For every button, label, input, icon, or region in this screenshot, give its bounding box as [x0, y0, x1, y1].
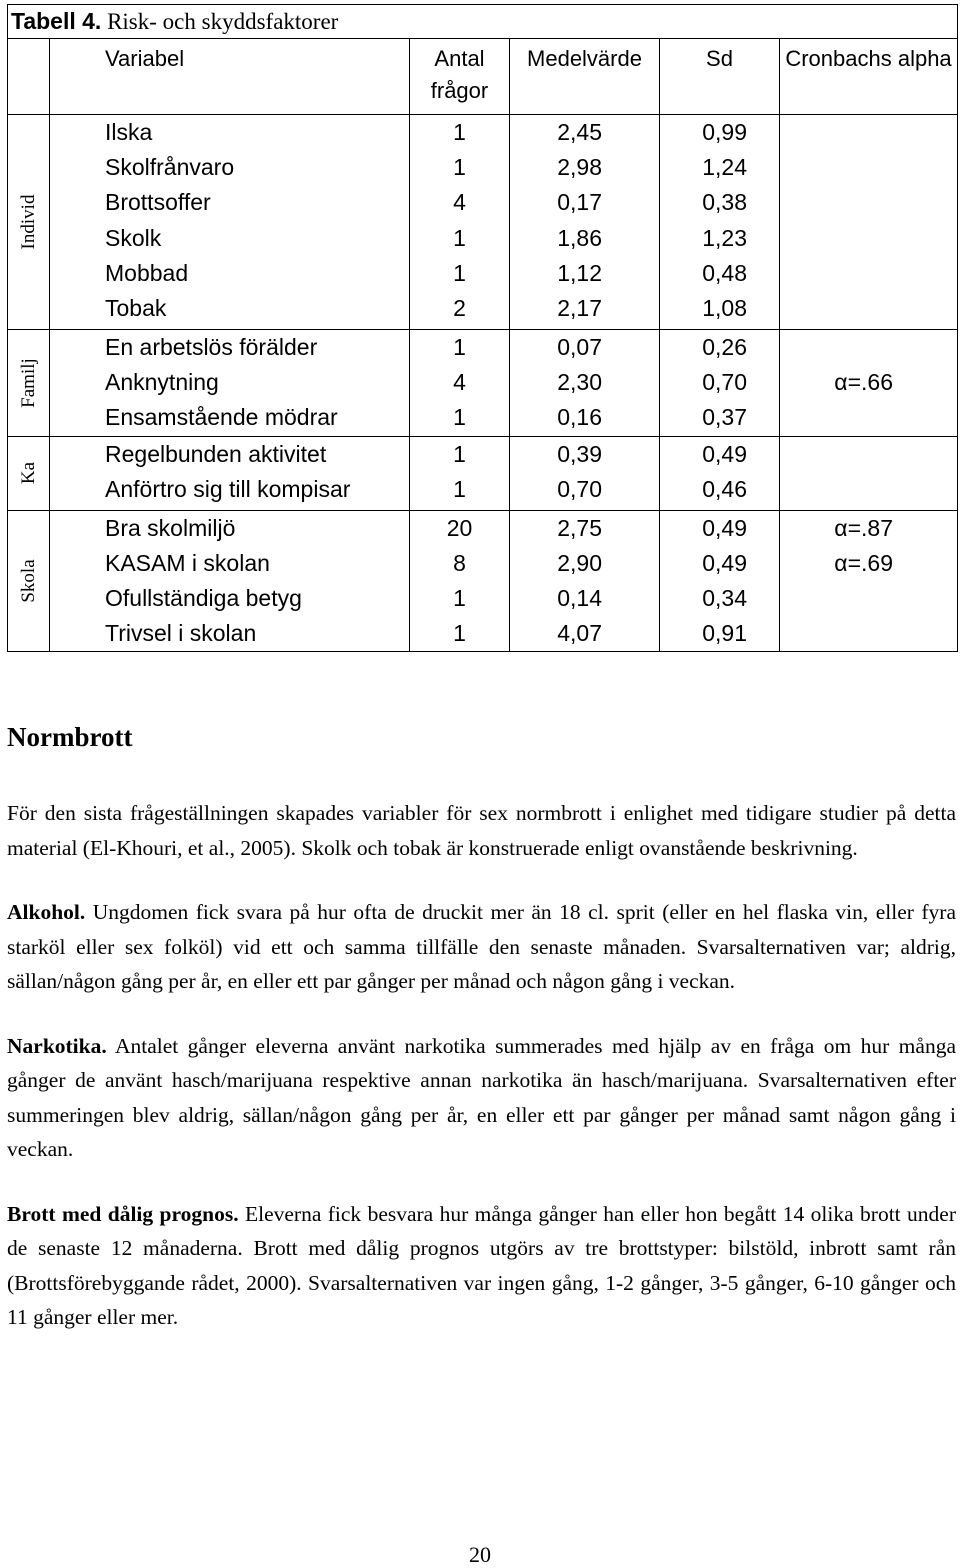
cell-mean: 2,17 — [557, 294, 602, 321]
column-cell-sd — [660, 115, 780, 330]
cell-variable: Tobak — [105, 294, 167, 321]
paragraph — [7, 895, 956, 999]
cell-mean: 2,98 — [557, 154, 602, 181]
column-cell-variable — [50, 115, 410, 330]
cell-count: 1 — [453, 404, 466, 431]
cell-variable: KASAM i skolan — [105, 549, 270, 576]
cell-variable: Anförtro sig till kompisar — [105, 475, 351, 502]
cell-sd: 0,38 — [702, 189, 747, 216]
cell-variable: Ilska — [105, 119, 153, 145]
cell-count: 2 — [453, 294, 466, 321]
header-alpha: Cronbachs alpha — [780, 39, 958, 115]
cell-alpha: α=.69 — [834, 549, 893, 576]
cell-sd: 0,91 — [702, 620, 747, 647]
group-label-cell — [8, 115, 50, 330]
cell-variable: Skolfrånvaro — [105, 154, 235, 181]
column-cell-alpha — [780, 115, 958, 330]
cell-alpha: α=.87 — [834, 514, 893, 541]
paragraph — [7, 796, 956, 865]
cell-mean: 0,14 — [557, 584, 602, 611]
column-cell-count — [410, 436, 510, 510]
table-group-row — [8, 330, 958, 437]
cell-variable: Anknytning — [105, 369, 219, 396]
cell-alpha — [780, 256, 957, 291]
column-cell-variable — [50, 510, 410, 652]
column-cell-sd — [660, 330, 780, 437]
cell-mean: 1,86 — [557, 224, 602, 251]
group-label: Skola — [17, 559, 39, 603]
table-caption — [8, 5, 958, 39]
table-group-row — [8, 436, 958, 510]
column-cell-mean — [510, 436, 660, 510]
cell-alpha — [780, 472, 957, 507]
body-text — [7, 796, 956, 1335]
column-cell-variable — [50, 436, 410, 510]
group-label-cell — [8, 436, 50, 510]
header-mean: Medelvärde — [510, 39, 660, 115]
cell-mean: 2,30 — [557, 369, 602, 396]
paragraph-text: Antalet gånger eleverna använt narkotika summerades med hjälp av en fråga om hur många gånger de använt hasch/marijuana respektive annan narkotika än hasch/marijuana. Svarsalternativen efter summeringen blev aldrig, sällan/någon gång per år, en eller ett par gånger per månad samt någon gång i veckan. — [7, 1033, 956, 1161]
header-variable: Variabel — [50, 39, 410, 115]
column-cell-sd — [660, 436, 780, 510]
cell-sd: 1,08 — [702, 294, 747, 321]
cell-count: 1 — [453, 440, 466, 467]
column-cell-alpha — [780, 436, 958, 510]
header-sd: Sd — [660, 39, 780, 115]
cell-variable: Trivsel i skolan — [105, 620, 257, 647]
page-number: 20 — [469, 1542, 491, 1567]
paragraph-text: Eleverna fick besvara hur många gånger han eller hon begått 14 olika brott under de senaste 12 månaderna. Brott med dålig prognos utgörs av tre brottstyper: bilstöld, inbrott samt rån (Brottsförebyggande rådet, 2000). Svarsalternativen var ingen gång, 1-2 gånger, 3-5 gånger, 6-10 gånger och 11 gånger eller mer. — [7, 1201, 956, 1329]
cell-count: 1 — [453, 584, 466, 611]
group-label: Individ — [17, 194, 39, 250]
cell-sd: 1,23 — [702, 224, 747, 251]
cell-count: 1 — [453, 334, 466, 360]
table-caption-text: Risk- och skyddsfaktorer — [101, 9, 339, 34]
cell-sd: 0,70 — [702, 369, 747, 396]
cell-mean: 2,45 — [557, 119, 602, 145]
column-cell-count — [410, 330, 510, 437]
cell-mean: 0,70 — [557, 475, 602, 502]
table-caption-number: Tabell 4. — [11, 8, 102, 34]
cell-sd: 0,37 — [702, 404, 747, 431]
column-cell-alpha — [780, 330, 958, 437]
cell-count: 1 — [453, 224, 466, 251]
group-label: Familj — [17, 357, 39, 408]
cell-alpha — [780, 115, 957, 150]
table-group-row — [8, 115, 958, 330]
cell-count: 1 — [453, 475, 466, 502]
cell-count: 4 — [453, 189, 466, 216]
column-cell-mean — [510, 330, 660, 437]
cell-sd: 0,48 — [702, 259, 747, 286]
cell-mean: 4,07 — [557, 620, 602, 647]
cell-count: 1 — [453, 119, 466, 145]
cell-variable: Ensamstående mödrar — [105, 404, 338, 431]
column-cell-mean — [510, 510, 660, 652]
cell-sd: 0,34 — [702, 584, 747, 611]
cell-alpha — [780, 185, 957, 220]
cell-count: 4 — [453, 369, 466, 396]
column-cell-alpha — [780, 510, 958, 652]
cell-variable: Mobbad — [105, 259, 189, 286]
cell-alpha: α=.66 — [834, 369, 893, 396]
group-label-cell — [8, 330, 50, 437]
cell-variable: Skolk — [105, 224, 162, 251]
cell-mean: 2,75 — [557, 514, 602, 541]
cell-mean: 0,17 — [557, 189, 602, 216]
cell-sd: 0,49 — [702, 440, 747, 467]
cell-variable: En arbetslös förälder — [105, 334, 318, 360]
cell-alpha — [780, 400, 957, 435]
cell-count: 1 — [453, 259, 466, 286]
cell-sd: 0,49 — [702, 514, 747, 541]
column-cell-count — [410, 115, 510, 330]
header-empty-cell — [8, 39, 50, 115]
cell-count: 8 — [453, 549, 466, 576]
cell-alpha — [780, 221, 957, 256]
cell-variable: Regelbunden aktivitet — [105, 440, 327, 467]
cell-mean: 0,16 — [557, 404, 602, 431]
cell-alpha — [780, 437, 957, 472]
cell-count: 1 — [453, 620, 466, 647]
cell-alpha — [780, 330, 957, 365]
cell-count: 20 — [446, 514, 473, 541]
cell-variable: Brottsoffer — [105, 189, 211, 216]
cell-mean: 1,12 — [557, 259, 602, 286]
paragraph — [7, 1029, 956, 1167]
group-label-cell — [8, 510, 50, 652]
table-group-row — [8, 510, 958, 652]
section-title: Normbrott — [7, 722, 133, 752]
cell-mean: 2,90 — [557, 549, 602, 576]
header-count: Antal frågor — [410, 39, 510, 115]
cell-alpha — [780, 291, 957, 326]
paragraph-lead: Alkohol. — [7, 900, 86, 924]
cell-mean: 0,39 — [557, 440, 602, 467]
cell-sd: 0,99 — [702, 119, 747, 145]
paragraph-text: För den sista frågeställningen skapades variabler för sex normbrott i enlighet med tidigare studier på detta material (El-Khouri, et al., 2005). Skolk och tobak är konstruerade enligt ovanstående beskrivning. — [7, 801, 956, 860]
risk-protective-factors-table — [7, 4, 958, 652]
cell-sd: 0,26 — [702, 334, 747, 360]
cell-count: 1 — [453, 154, 466, 181]
group-label: Ka — [17, 461, 39, 485]
paragraph-lead: Narkotika. — [7, 1033, 107, 1058]
cell-variable: Ofullständiga betyg — [105, 584, 302, 611]
column-cell-sd — [660, 510, 780, 652]
cell-sd: 1,24 — [702, 154, 747, 181]
paragraph-lead: Brott med dålig prognos. — [7, 1201, 239, 1226]
cell-mean: 0,07 — [557, 334, 602, 360]
cell-sd: 0,49 — [702, 549, 747, 576]
cell-alpha — [780, 616, 957, 651]
paragraph-text: Ungdomen fick svara på hur ofta de druckit mer än 18 cl. sprit (eller en hel flaska vin, eller fyra starköl eller sex folköl) vid ett och samma tillfälle den senaste månaden. Svarsalternativen var; aldrig, sällan/någon gång per år, en eller ett par gånger per månad och någon gång i veckan. — [7, 900, 956, 993]
cell-alpha — [780, 150, 957, 185]
cell-variable: Bra skolmiljö — [105, 514, 236, 541]
paragraph — [7, 1197, 956, 1335]
cell-alpha — [780, 581, 957, 616]
column-cell-variable — [50, 330, 410, 437]
cell-sd: 0,46 — [702, 475, 747, 502]
column-cell-count — [410, 510, 510, 652]
column-cell-mean — [510, 115, 660, 330]
